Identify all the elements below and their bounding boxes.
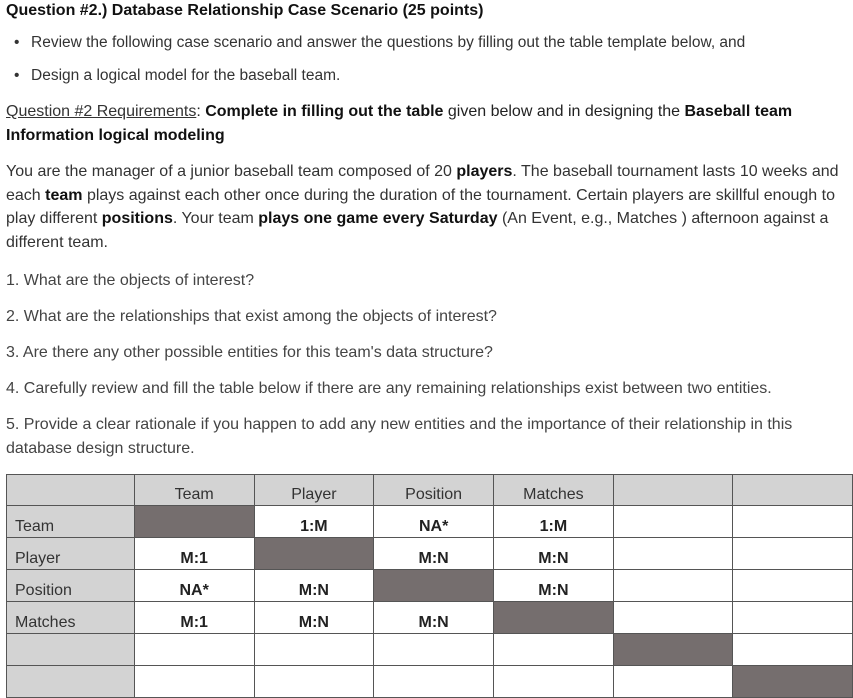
requirements-paragraph <box>6 100 796 148</box>
diagonal-cell <box>254 538 374 570</box>
relationship-cell <box>254 634 374 666</box>
scenario-bold: positions <box>101 210 173 227</box>
table-header-row <box>7 475 853 506</box>
table-header-cell: Player <box>254 475 374 506</box>
table-row <box>7 570 853 602</box>
diagonal-cell <box>374 570 494 602</box>
diagonal-cell <box>494 602 614 634</box>
bullet-item <box>14 67 340 85</box>
relationship-cell <box>733 634 853 666</box>
requirements-bold-1: Complete in filling out the table <box>205 103 444 120</box>
row-label: Team <box>7 506 135 538</box>
table-row <box>7 506 853 538</box>
table-row <box>7 538 853 570</box>
relationship-cell: M:N <box>494 538 614 570</box>
row-label: Position <box>7 570 135 602</box>
table-header-cell: Matches <box>494 475 614 506</box>
row-label: Player <box>7 538 135 570</box>
relationship-cell <box>494 666 614 698</box>
row-label <box>7 666 135 698</box>
question-item: 1. What are the objects of interest? <box>6 272 255 289</box>
relationship-cell: M:N <box>254 570 374 602</box>
scenario-paragraph <box>6 160 851 254</box>
relationship-cell <box>733 538 853 570</box>
question-item: 5. Provide a clear rationale if you happen to add any new entities and the importance of their relationship in this database design structure. <box>6 416 793 457</box>
table-header-cell <box>733 475 853 506</box>
relationship-cell <box>733 570 853 602</box>
relationship-cell <box>613 538 733 570</box>
bullet-item <box>14 34 745 52</box>
question-title: Question #2.) Database Relationship Case Scenario (25 points) <box>6 2 484 19</box>
bullet-text: Design a logical model for the baseball team. <box>31 67 341 84</box>
scenario-text: (An Event, e.g., Matches ) afternoon against a different team. <box>6 210 829 251</box>
relationship-cell <box>374 666 494 698</box>
relationship-cell <box>134 634 254 666</box>
requirements-colon: : <box>196 103 206 120</box>
row-label: Matches <box>7 602 135 634</box>
relationship-cell: M:N <box>254 602 374 634</box>
table-row <box>7 602 853 634</box>
relationship-cell: M:N <box>374 602 494 634</box>
relationship-table <box>6 474 853 698</box>
relationship-cell <box>254 666 374 698</box>
row-label <box>7 634 135 666</box>
table-header-cell: Position <box>374 475 494 506</box>
table-header-cell <box>7 475 135 506</box>
relationship-cell <box>134 666 254 698</box>
bullet-dot-icon: • <box>14 34 20 51</box>
scenario-bold: players <box>456 163 513 180</box>
bullet-text: Review the following case scenario and answer the questions by filling out the table template below, and <box>31 34 746 51</box>
question-item: 2. What are the relationships that exist among the objects of interest? <box>6 308 497 325</box>
question-item: 4. Carefully review and fill the table below if there are any remaining relationships exist between two entities. <box>6 380 772 397</box>
diagonal-cell <box>134 506 254 538</box>
table-row <box>7 634 853 666</box>
relationship-cell <box>613 602 733 634</box>
requirements-label: Question #2 Requirements <box>6 103 197 120</box>
requirements-text-1: given below and in designing the <box>443 103 685 120</box>
relationship-cell <box>374 634 494 666</box>
relationship-cell: NA* <box>374 506 494 538</box>
relationship-cell: NA* <box>134 570 254 602</box>
scenario-text: You are the manager of a junior baseball team composed of 20 <box>6 163 457 180</box>
relationship-cell <box>733 506 853 538</box>
relationship-cell <box>733 602 853 634</box>
requirements-bold-2: Baseball team Information logical modeling <box>6 103 793 144</box>
relationship-cell <box>613 666 733 698</box>
diagonal-cell <box>613 634 733 666</box>
table-row <box>7 666 853 698</box>
table-header-cell: Team <box>134 475 254 506</box>
scenario-text: plays against each other once during the duration of the tournament. Certain players are skillful enough to play different <box>6 186 835 227</box>
question-item: 3. Are there any other possible entities for this team's data structure? <box>6 344 493 361</box>
scenario-bold: team <box>45 186 83 204</box>
relationship-cell: 1:M <box>494 506 614 538</box>
scenario-text: . Your team <box>172 210 259 227</box>
relationship-cell <box>494 634 614 666</box>
scenario-text: . The baseball tournament lasts 10 weeks and each <box>6 163 839 204</box>
relationship-cell <box>613 570 733 602</box>
table-header-cell <box>613 475 733 506</box>
relationship-cell <box>613 506 733 538</box>
scenario-bold: plays one game every Saturday <box>258 210 498 227</box>
relationship-cell: M:1 <box>134 602 254 634</box>
relationship-cell: 1:M <box>254 506 374 538</box>
bullet-dot-icon: • <box>14 67 20 84</box>
relationship-cell: M:N <box>494 570 614 602</box>
diagonal-cell <box>733 666 853 698</box>
relationship-cell: M:N <box>374 538 494 570</box>
relationship-cell: M:1 <box>134 538 254 570</box>
